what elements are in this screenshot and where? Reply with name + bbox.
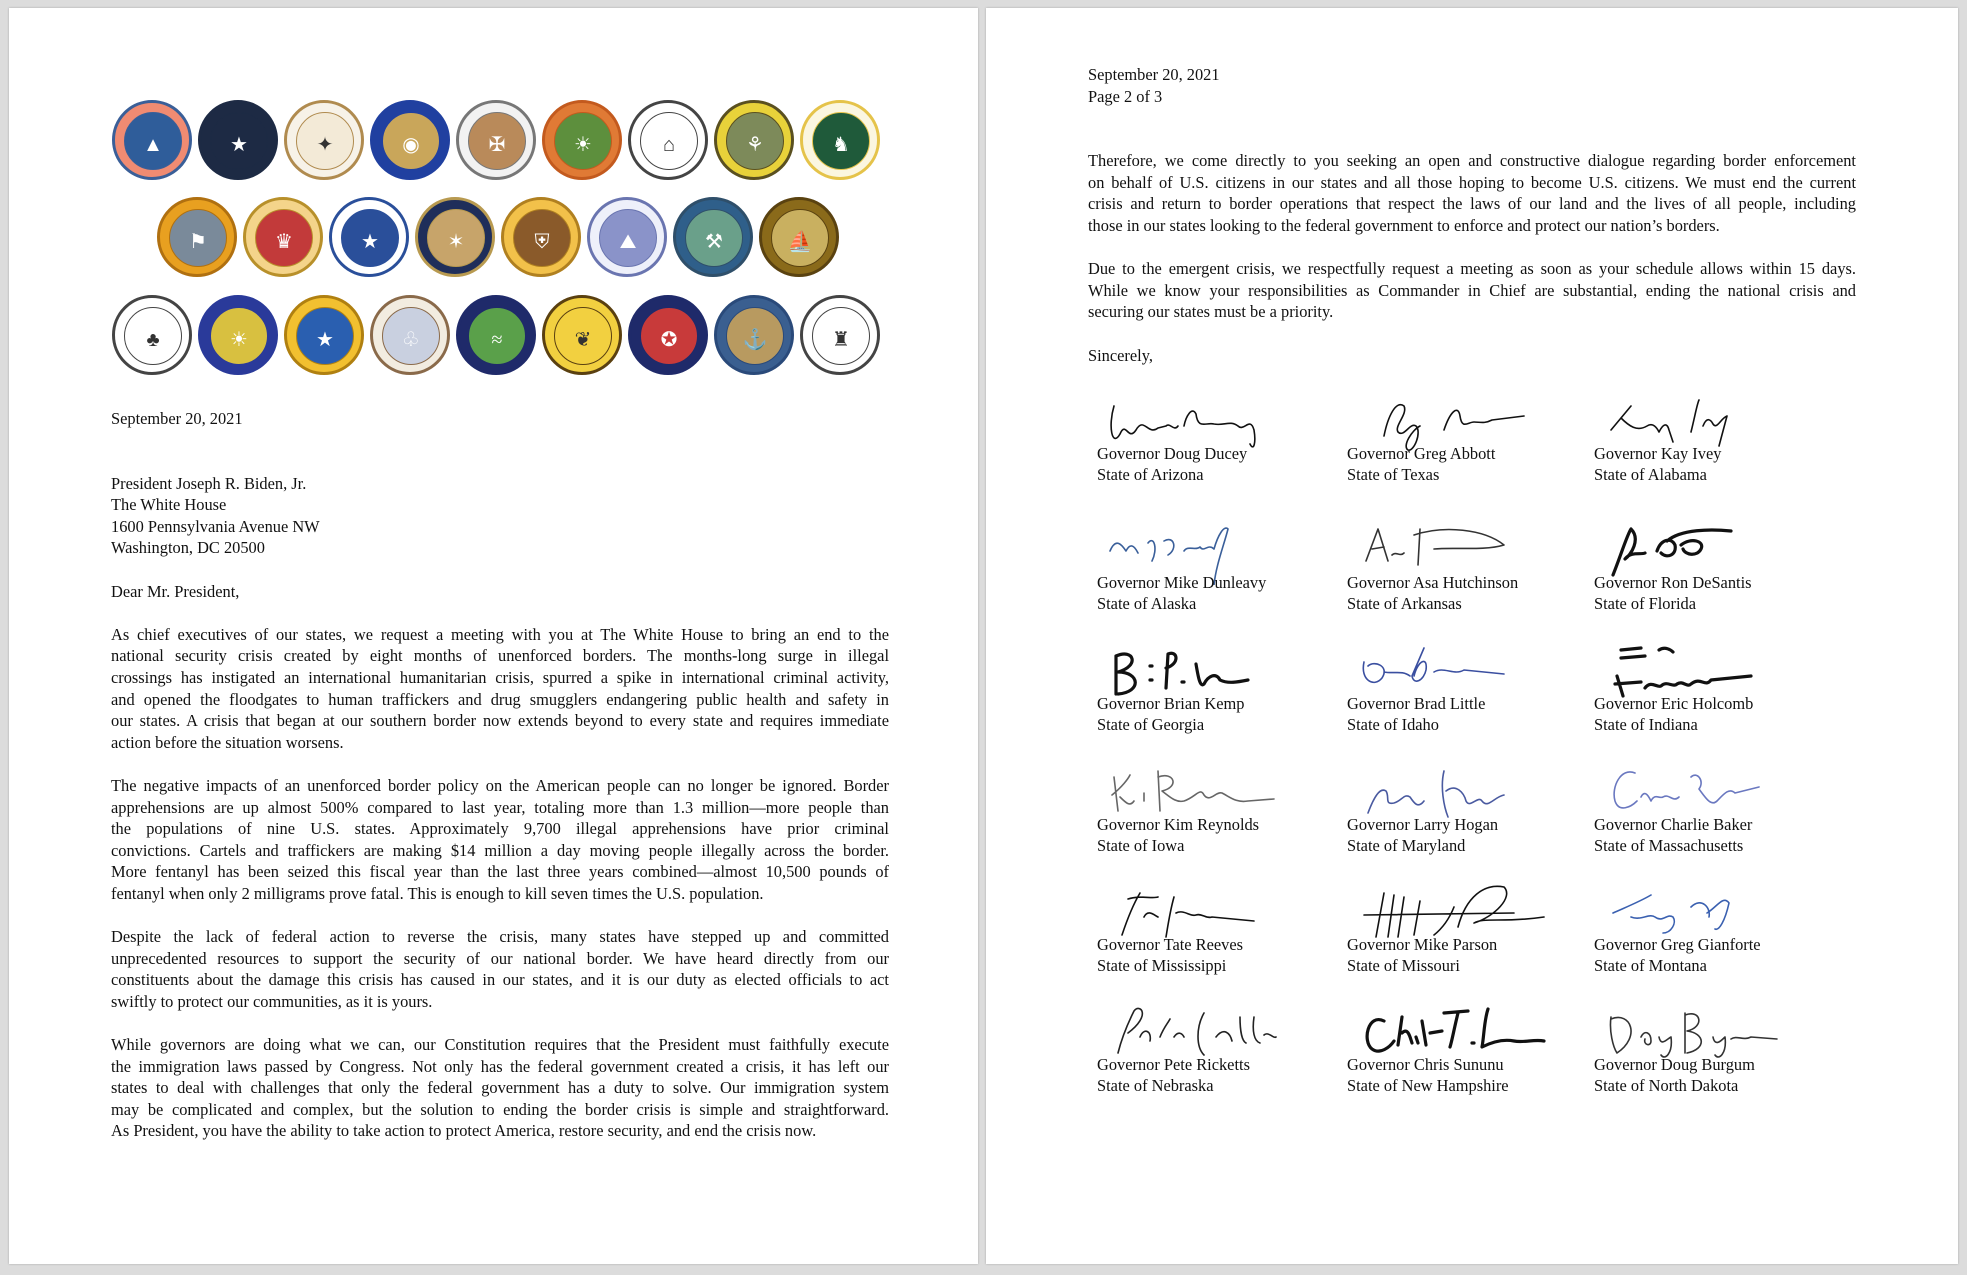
paragraph-line: those in our states looking to the federal government to enforce and protect our nation’s borders.	[1088, 215, 1720, 235]
signatory-state: State of Indiana	[1594, 714, 1698, 734]
seal-emblem-icon: ★	[316, 329, 334, 351]
signatory	[1347, 636, 1587, 766]
seal-emblem-icon: ♣	[146, 329, 160, 351]
paragraph-line: unprecedented resources to support the security of our national border. We have heard directly from our	[111, 948, 889, 968]
salutation: Dear Mr. President,	[111, 581, 240, 601]
paragraph	[111, 775, 889, 905]
signatory-state: State of Mississippi	[1097, 955, 1227, 975]
paragraph-line: on behalf of U.S. citizens in our states and all those hoping to become U.S. citizens. We must end the current	[1088, 172, 1856, 192]
signatory-state: State of Massachusetts	[1594, 835, 1744, 855]
paragraph-line: crisis and return to border operations that respect the laws of our land and the lives of all people, including	[1088, 194, 1856, 214]
signatory-state: State of Nebraska	[1097, 1075, 1214, 1095]
signatory-state: State of New Hampshire	[1347, 1075, 1509, 1095]
paragraph-line: and opened the floodgates to human traffickers and drug smugglers endangering public health and safety in	[111, 689, 889, 709]
signatory-name: Governor Greg Gianforte	[1594, 935, 1761, 954]
state-seal-nebraska	[673, 197, 753, 277]
seal-emblem	[726, 307, 784, 365]
signatory	[1097, 386, 1337, 516]
paragraph-line: constituents about the damage this crisis has caused in our states, and it is our duty as elected officials to act	[111, 970, 889, 990]
signatory-name: Governor Asa Hutchinson	[1347, 573, 1519, 592]
state-seal-georgia	[628, 100, 708, 180]
signature-stroke	[1122, 893, 1254, 937]
seal-emblem	[296, 307, 354, 365]
signature-stroke	[1118, 1008, 1276, 1055]
address-line: 1600 Pennsylvania Avenue NW	[111, 516, 320, 536]
page-header	[1088, 64, 1856, 107]
seal-emblem	[468, 112, 526, 170]
signatory-state: State of Maryland	[1347, 835, 1466, 855]
seal-emblem-icon: ⚘	[746, 134, 764, 156]
signatory-name: Governor Doug Burgum	[1594, 1055, 1755, 1074]
state-seals-row-2	[157, 197, 847, 279]
closing: Sincerely,	[1088, 345, 1153, 365]
signature-stroke	[1613, 529, 1731, 575]
paragraph	[1088, 150, 1856, 236]
seal-emblem-icon: ◉	[402, 134, 420, 156]
letter-body-page-2	[1088, 64, 1856, 366]
signatory-state: State of Alabama	[1594, 464, 1707, 484]
seal-emblem-icon: ♛	[275, 231, 293, 253]
paragraph-line: action before the situation worsens.	[111, 732, 344, 752]
address-line: Washington, DC 20500	[111, 538, 265, 558]
paragraph-line: The negative impacts of an unenforced border policy on the American people can no longer be ignored. Border	[111, 775, 889, 795]
state-seal-missouri	[501, 197, 581, 277]
state-seal-utah	[628, 295, 708, 375]
state-seal-alaska	[370, 100, 450, 180]
seal-emblem	[210, 112, 268, 170]
signatory	[1097, 997, 1337, 1127]
address-line: The White House	[111, 495, 227, 515]
seal-emblem	[812, 112, 870, 170]
signatory	[1594, 997, 1834, 1127]
paragraph-line: national security crisis created by eight months of unenforced borders. The months-long surge in illegal	[111, 646, 889, 666]
signatory	[1594, 757, 1834, 887]
paragraph-line: the populations of nine U.S. states. Approximately 9,700 illegal apprehensions have prior criminal	[111, 819, 889, 839]
paragraph-line: As chief executives of our states, we request a meeting with you at The White House to bring an end to the	[111, 624, 889, 644]
signature-stroke	[1613, 895, 1729, 933]
paragraph-line: Due to the emergent crisis, we respectfully request a meeting as soon as your schedule allows within 15 days.	[1088, 259, 1856, 279]
letter-paragraphs	[111, 624, 889, 1142]
state-seal-indiana	[800, 100, 880, 180]
seal-emblem	[124, 307, 182, 365]
signatory	[1097, 757, 1337, 887]
signatory-state: State of Georgia	[1097, 714, 1205, 734]
letter-page-2	[986, 8, 1958, 1264]
state-seal-massachusetts	[329, 197, 409, 277]
seal-emblem	[554, 307, 612, 365]
state-seal-florida	[542, 100, 622, 180]
seal-emblem-icon: ★	[361, 231, 379, 253]
state-seals-row-1	[112, 100, 882, 182]
paragraph-line: fentanyl when only 2 milligrams prove fatal. This is enough to kill seven times the U.S. population.	[111, 883, 764, 903]
paragraph-line: As President, you have the ability to take action to protect America, restore security, and end the crisis now.	[111, 1121, 817, 1141]
seal-emblem	[771, 209, 829, 267]
letter-date: September 20, 2021	[111, 409, 243, 428]
signatory-name: Governor Mike Dunleavy	[1097, 573, 1267, 592]
seal-emblem	[726, 112, 784, 170]
seal-emblem	[468, 307, 526, 365]
recipient-address	[111, 473, 889, 559]
state-seal-montana	[587, 197, 667, 277]
signatory-state: State of Florida	[1594, 593, 1696, 613]
seal-emblem	[599, 209, 657, 267]
paragraph-line: apprehensions are up almost 500% compared to last year, totaling more than 1.3 million—more people than	[111, 797, 889, 817]
paragraph-line: our states. A crisis that began at our southern border now extends beyond to every state and requires immediate	[111, 711, 889, 731]
state-seal-new-hampshire	[759, 197, 839, 277]
paragraph	[111, 1034, 889, 1142]
paragraph-line: the immigration laws passed by Congress. Not only has the federal government created a crisis, it has left our	[111, 1056, 889, 1076]
seal-emblem-icon: ★	[230, 134, 248, 156]
signatory-name: Governor Kim Reynolds	[1097, 815, 1260, 834]
paragraph-line: convictions. Cartels and traffickers are making $14 million a day moving people illegally across the border.	[111, 840, 889, 860]
paragraph-line: states to deal with challenges that only the federal government has a duty to solve. Our immigration system	[111, 1078, 889, 1098]
paragraph-line: While governors are doing what we can, our Constitution requires that the President must faithfully execute	[111, 1035, 889, 1055]
paragraph-line: Therefore, we come directly to you seeking an open and constructive dialogue regarding border enforcement	[1088, 151, 1856, 171]
signatory-name: Governor Greg Abbott	[1347, 444, 1496, 463]
signatory-state: State of Alaska	[1097, 593, 1197, 613]
state-seal-north-dakota	[112, 295, 192, 375]
signature-stroke	[1367, 1009, 1544, 1051]
signatory-name: Governor Tate Reeves	[1097, 935, 1244, 954]
seal-emblem-icon: ≈	[491, 329, 503, 351]
paragraph-line: securing our states must be a priority.	[1088, 302, 1334, 322]
seal-emblem	[382, 307, 440, 365]
seal-emblem	[124, 112, 182, 170]
seal-emblem	[685, 209, 743, 267]
signatory-name: Governor Ron DeSantis	[1594, 573, 1752, 592]
state-seal-maryland	[243, 197, 323, 277]
signatory-name: Governor Brian Kemp	[1097, 694, 1245, 713]
seal-emblem	[640, 307, 698, 365]
seal-emblem-icon: ♞	[832, 134, 850, 156]
seal-emblem	[210, 307, 268, 365]
signatory-name: Governor Pete Ricketts	[1097, 1055, 1250, 1074]
state-seal-mississippi	[415, 197, 495, 277]
signatory-state: State of Arkansas	[1347, 593, 1462, 613]
seal-emblem	[640, 112, 698, 170]
state-seal-south-dakota	[456, 295, 536, 375]
signature-stroke	[1366, 529, 1504, 565]
signatory-state: State of Montana	[1594, 955, 1707, 975]
paragraph-line: crossings has instigated an international humanitarian crisis, spurred a spike in international criminal activity,	[111, 667, 889, 687]
paragraph	[111, 624, 889, 754]
signatory	[1347, 386, 1587, 516]
signatory-state: State of Arizona	[1097, 464, 1204, 484]
seal-emblem-icon: ☀	[230, 329, 248, 351]
state-seal-oklahoma	[284, 295, 364, 375]
signatory-name: Governor Mike Parson	[1347, 935, 1498, 954]
paragraph-line: may be complicated and complex, but the solution to ending the border crisis is simple and straightforward.	[111, 1099, 889, 1119]
seal-emblem-icon: ✪	[660, 329, 678, 351]
signatory-state: State of Texas	[1347, 464, 1440, 484]
page-number: Page 2 of 3	[1088, 86, 1163, 106]
signatory	[1097, 877, 1337, 1007]
signature-stroke	[1368, 771, 1504, 817]
seal-emblem	[554, 112, 612, 170]
seal-emblem	[427, 209, 485, 267]
signature-stroke	[1363, 648, 1504, 682]
seal-emblem-icon: ♧	[402, 329, 420, 351]
signatory-state: State of Missouri	[1347, 955, 1460, 975]
signatory	[1097, 515, 1337, 645]
signature-stroke	[1611, 400, 1727, 446]
signatory-name: Governor Eric Holcomb	[1594, 694, 1754, 713]
state-seal-idaho	[714, 100, 794, 180]
state-seal-texas	[198, 100, 278, 180]
signature-stroke	[1112, 771, 1274, 811]
state-seal-tennessee	[542, 295, 622, 375]
seal-emblem	[169, 209, 227, 267]
seal-emblem-icon: ⛵	[787, 231, 813, 253]
signatory	[1594, 515, 1834, 645]
seal-emblem	[382, 112, 440, 170]
signatory-state: State of North Dakota	[1594, 1075, 1739, 1095]
seal-emblem-icon: ✶	[447, 231, 465, 253]
seal-emblem	[513, 209, 571, 267]
seal-emblem-icon: ⌂	[662, 134, 675, 156]
signatory-name: Governor Brad Little	[1347, 694, 1486, 713]
signatory	[1347, 877, 1587, 1007]
paragraph-line: swiftly to protect our communities, as it is yours.	[111, 991, 433, 1011]
signature-stroke	[1364, 886, 1544, 937]
state-seal-arkansas	[456, 100, 536, 180]
seal-emblem-icon: ❦	[574, 329, 592, 351]
letter-paragraphs	[1088, 150, 1856, 323]
letter-body-page-1	[111, 408, 889, 1164]
signature-stroke	[1610, 1013, 1777, 1057]
seal-emblem	[296, 112, 354, 170]
seal-emblem-icon: ♜	[832, 329, 850, 351]
signatory-state: State of Iowa	[1097, 835, 1185, 855]
seal-emblem-icon: ⚒	[705, 231, 723, 253]
signatory-name: Governor Doug Ducey	[1097, 444, 1248, 463]
header-date: September 20, 2021	[1088, 65, 1220, 84]
address-line: President Joseph R. Biden, Jr.	[111, 473, 307, 493]
seal-emblem-icon: ✠	[488, 134, 506, 156]
seal-emblem-icon: ✦	[316, 134, 334, 156]
signatory-name: Governor Charlie Baker	[1594, 815, 1753, 834]
signatory-state: State of Idaho	[1347, 714, 1439, 734]
state-seal-wyoming	[800, 295, 880, 375]
seal-emblem-icon: ⛰	[619, 231, 637, 253]
signatory	[1097, 636, 1337, 766]
signatory-name: Governor Kay Ivey	[1594, 444, 1722, 463]
signatory	[1594, 386, 1834, 516]
seal-emblem	[812, 307, 870, 365]
paragraph	[111, 926, 889, 1012]
seal-emblem-icon: ⛨	[534, 231, 550, 253]
paragraph-line: While we know your responsibilities as Commander in Chief are substantial, ending the national crisis and	[1088, 280, 1856, 300]
signatory-name: Governor Larry Hogan	[1347, 815, 1499, 834]
signatory	[1347, 997, 1587, 1127]
paragraph-line: Despite the lack of federal action to reverse the crisis, many states have stepped up and committed	[111, 927, 889, 947]
signatory	[1594, 636, 1834, 766]
seal-emblem-icon: ⚓	[742, 329, 768, 351]
signature-stroke	[1614, 772, 1759, 808]
state-seal-iowa	[157, 197, 237, 277]
signatory-name: Governor Chris Sununu	[1347, 1055, 1504, 1074]
paragraph-line: More fentanyl has been seized this fiscal year than the last three years combined—almost 10,500 pounds of	[111, 862, 889, 882]
seal-emblem-icon: ☀	[574, 134, 592, 156]
paragraph	[1088, 258, 1856, 323]
seal-emblem	[341, 209, 399, 267]
seal-emblem	[255, 209, 313, 267]
seal-emblem-icon: ⚑	[189, 231, 207, 253]
signatory	[1594, 877, 1834, 1007]
seal-emblem-icon: ▲	[143, 134, 163, 156]
letter-page-1	[9, 8, 978, 1264]
state-seal-arizona	[112, 100, 192, 180]
signature-stroke	[1111, 406, 1255, 447]
signatory	[1347, 515, 1587, 645]
state-seal-south-carolina	[370, 295, 450, 375]
state-seal-virginia	[714, 295, 794, 375]
signature-stroke	[1116, 653, 1248, 694]
state-seal-ohio	[198, 295, 278, 375]
signatory	[1347, 757, 1587, 887]
signature-stroke	[1615, 648, 1751, 696]
state-seal-alabama	[284, 100, 364, 180]
state-seals-row-3	[112, 295, 882, 377]
